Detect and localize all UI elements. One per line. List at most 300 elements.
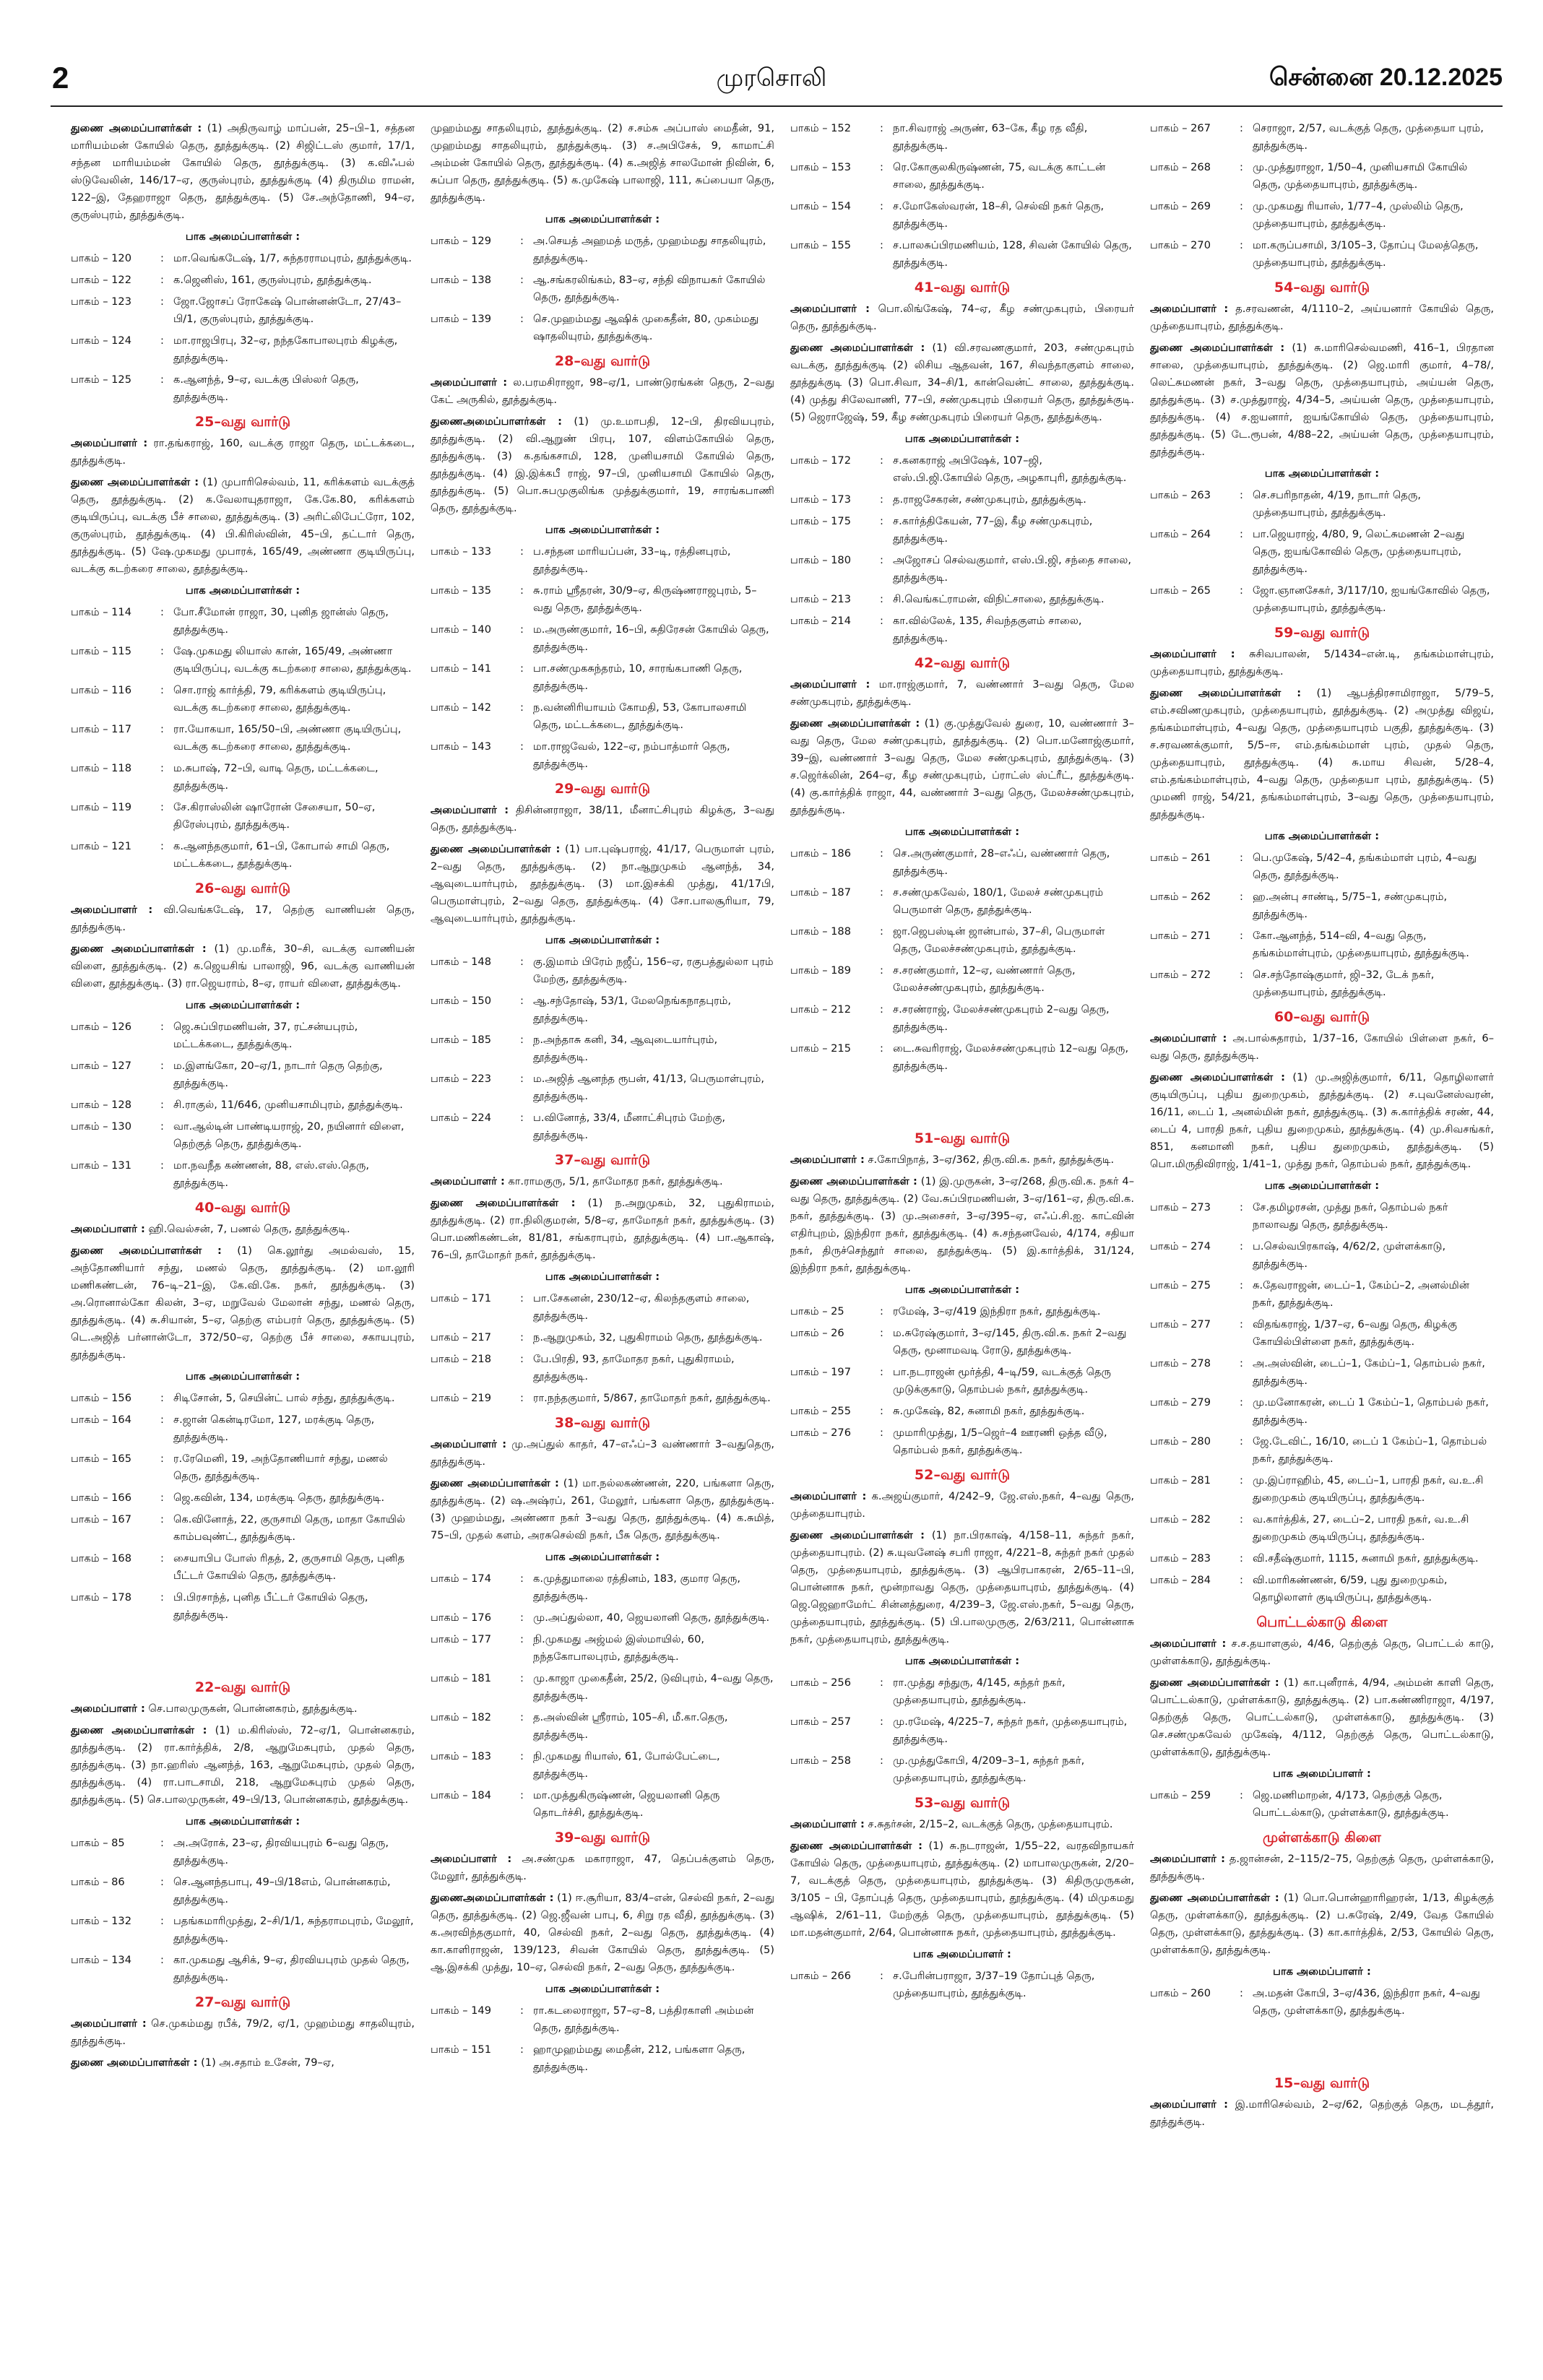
booth-number: பாகம் – 172 — [790, 454, 851, 467]
booth-entry — [431, 699, 774, 734]
booth-number: பாகம் – 218 — [431, 1353, 491, 1365]
booth-entry — [71, 1411, 415, 1446]
booth-number: பாகம் – 284 — [1150, 1574, 1211, 1586]
listing-text: (1) மு.அஜித்குமார், 6/11, தொழிலாளர் குடியிருப்பு, புதிய துறைமுகம், தூத்துக்குடி. (2) ச.புவனேஸ்வரன், 16/11, டைப் 1, அனல்மின் நகர், தூத்துக்குடி. (3) சு.கார்த்திக் சரண், 44, டைப் 4, பாரதி நகர், புதிய துறைமுகம், தூத்துக்குடி. (4) மு.சிவசங்கர், 851, கனமானி நகர், புதிய துறைமுகம், தூத்துக்குடி. (5) பொ.மிருதிவிராஜ், 1/41–1, முத்து நகர், தொம்பல் நகர், தூத்துக்குடி. — [1150, 1071, 1494, 1170]
booth-number: பாகம் – 138 — [431, 274, 491, 286]
colon-separator: : — [520, 584, 524, 597]
colon-separator: : — [880, 1676, 883, 1689]
colon-separator: : — [520, 662, 524, 675]
booth-number: பாகம் – 213 — [790, 593, 851, 605]
listing-paragraph — [71, 1700, 415, 1718]
booth-entry — [431, 1390, 774, 1407]
colon-separator: : — [160, 684, 164, 696]
role-label: அமைப்பாளர் : — [431, 804, 509, 816]
booth-entry — [1150, 1985, 1494, 2020]
booth-entry — [1150, 487, 1494, 522]
header-rule — [51, 105, 1503, 107]
booth-number: பாகம் – 126 — [71, 1021, 131, 1033]
booth-person: நா.சிவராஜ் அருண், 63–கே, கீழ ரத வீதி, தூத்துக்குடி. — [893, 122, 1088, 152]
listing-paragraph — [431, 802, 774, 836]
ward-heading: 38–வது வார்டு — [554, 1415, 651, 1431]
colon-separator: : — [160, 1876, 164, 1888]
colon-separator: : — [1240, 852, 1243, 864]
booth-person: த.ராஜசேகரன், சண்முகபுரம், தூத்துக்குடி. — [893, 493, 1086, 506]
listing-paragraph — [71, 940, 415, 992]
colon-separator: : — [160, 1392, 164, 1404]
booth-entry — [790, 923, 1134, 958]
booth-number: பாகம் – 265 — [1150, 584, 1211, 597]
listing-text: (1) மு.மரீக், 30–சி, வடக்கு வாணியன் விளை, தூத்துக்குடி. (2) க.ஜெயசிங் பாலாஜி, 96, வடக்கு வாணியன் விளை, தூத்துக்குடி. (3) ரா.ஜெயராம், 8–ஏ, ராயர் விளை, தூத்துக்குடி. — [71, 943, 415, 990]
booth-number: பாகம் – 123 — [71, 295, 131, 308]
booth-number: பாகம் – 188 — [790, 925, 851, 938]
booth-person: ஹாமுஹம்மது மைதீன், 212, பங்களா தெரு, தூத்துக்குடி. — [533, 2043, 745, 2073]
booth-person: அஜோசப் செல்வகுமார், எஸ்.பி.ஜி, சந்தை சாலை, தூத்துக்குடி. — [893, 554, 1132, 584]
listing-paragraph — [1150, 1674, 1494, 1761]
ward-heading: 60–வது வார்டு — [1274, 1009, 1370, 1025]
booth-number: பாகம் – 167 — [71, 1513, 131, 1526]
colon-separator: : — [880, 554, 883, 566]
colon-separator: : — [880, 925, 883, 938]
booth-entry — [71, 1952, 415, 1986]
colon-separator: : — [1240, 528, 1243, 540]
colon-separator: : — [520, 623, 524, 636]
booth-entry — [1150, 1572, 1494, 1606]
booth-number: பாகம் – 142 — [431, 701, 491, 714]
colon-separator: : — [520, 1392, 524, 1404]
booth-number: பாகம் – 140 — [431, 623, 491, 636]
booth-entry — [431, 1290, 774, 1325]
ward-heading: 52–வது வார்டு — [914, 1467, 1011, 1483]
listing-paragraph — [431, 1851, 774, 1885]
listing-text: ச.சுதர்சன், 2/15–2, வடக்குத் தெரு, முத்தையாபுரம். — [868, 1818, 1113, 1830]
colon-separator: : — [520, 313, 524, 325]
listing-text: த.ஜான்சன், 2–115/2–75, தெற்குத் தெரு, முள்ளக்காடு, தூத்துக்குடி. — [1150, 1853, 1494, 1882]
booth-person: ம.சுரேஷ்குமார், 3–ஏ/145, திரு.வி.க. நகர் 2–வது தெரு, மூனாமவடி ரோடு, தூத்துக்குடி. — [893, 1327, 1127, 1356]
booth-number: பாகம் – 143 — [431, 740, 491, 753]
booth-entry — [431, 1609, 774, 1627]
booth-person: முமாரிமுத்து, 1/5–ஜெர்–4 ஊரணி ஒத்த வீடு, தொம்பல் நகர், தூத்துக்குடி. — [893, 1427, 1107, 1456]
booth-person: ஹ.அன்பு சாண்டி, 5/75–1, சண்முகபுரம், தூத்துக்குடி. — [1253, 891, 1448, 920]
booth-entry — [1150, 198, 1494, 233]
booth-person: ஜே.டேவிட், 16/10, டைப் 1 கேம்ப்–1, தொம்பல் நகர், தூத்துக்குடி. — [1253, 1435, 1487, 1465]
listing-text: (1) முபாரிசெல்வம், 11, கரிக்களம் வடக்குத் தெரு, தூத்துக்குடி. (2) க.வேலாயுதராஜா, கே.கே.80, கரிக்களம் குடியிருப்பு, வடக்கு பீச் சாலை, தூத்துக்குடி. (3) அரிட்லிபேட்ரோ, 102, குருஸ்புரம், தூத்துக்குடி. (4) பி.கிரிஸ்வின், 45–பி, தட்டார் தெரு, தூத்துக்குடி. (5) ஷே.முகமது முபாரக், 165/49, அண்ணா குடியிருப்பு, வடக்கு கடற்கரை சாலை, தூத்துக்குடி. — [71, 476, 415, 575]
booth-person: சு.ராம் ஸ்ரீதரன், 30/9–ஏ, கிருஷ்ணராஜபுரம், 5–வது தெரு, தூத்துக்குடி. — [533, 584, 757, 614]
colon-separator: : — [520, 235, 524, 247]
ward-heading: 22–வது வார்டு — [194, 1679, 291, 1695]
section-subheading: பாக அமைப்பாளர்கள் : — [185, 1815, 301, 1827]
role-label: துணை அமைப்பாளர்கள் : — [71, 476, 199, 488]
listing-text: முஹம்மது சாதலியுரம், தூத்துக்குடி. (2) ச.சம்சு அப்பாஸ் மைதீன், 91, முஹம்மது சாதலியுரம், தூத்துக்குடி. (3) ச.அபிசேக், 9, காமாட்சி அம்மன் கோயில் தெரு, தூத்துக்குடி. (4) க.அஜித் சாலமோன் நிவின், 6, சுப்பா தெரு, தூத்துக்குடி. (5) க.முகேஷ் பாலாஜி, 111, சுப்பையா தெரு, தூத்துக்குடி. — [431, 122, 774, 204]
booth-number: பாகம் – 154 — [790, 200, 851, 212]
role-label: துணை அமைப்பாளர்கள் : — [71, 943, 207, 955]
booth-entry — [1150, 1316, 1494, 1351]
booth-number: பாகம் – 168 — [71, 1552, 131, 1565]
listing-paragraph — [790, 339, 1134, 426]
booth-number: பாகம் – 257 — [790, 1715, 851, 1728]
booth-number: பாகம் – 166 — [71, 1492, 131, 1504]
spacer — [71, 1628, 415, 1671]
booth-entry — [1150, 582, 1494, 617]
colon-separator: : — [880, 1042, 883, 1055]
listing-text: (1) அ.சதாம் உசேன், 79–ஏ, — [201, 2056, 334, 2069]
colon-separator: : — [1240, 239, 1243, 251]
listing-text: பொ.லிங்கேஷ், 74–ஏ, கீழ சண்முகபுரம், பிரையர் தெரு, தூத்துக்குடி. — [790, 303, 1134, 332]
booth-number: பாகம் – 214 — [790, 615, 851, 627]
colon-separator: : — [1240, 1357, 1243, 1369]
booth-person: செ.ஆனந்தபாபு, 49–பி/18எம், பொன்னகரம், தூத்துக்குடி. — [173, 1876, 391, 1905]
listing-text: ச.ச.தயாளகுல், 4/46, தெற்குத் தெரு, பொட்டல் காடு, முள்ளக்காடு, தூத்துக்குடி. — [1150, 1637, 1494, 1667]
colon-separator: : — [520, 701, 524, 714]
booth-number: பாகம் – 274 — [1150, 1240, 1211, 1252]
listing-text: கா.ராமகுரு, 5/1, தாமோதர நகர், தூத்துக்குடி. — [508, 1175, 723, 1187]
booth-entry — [431, 660, 774, 695]
role-label: துணை அமைப்பாளர்கள் : — [790, 1529, 925, 1541]
role-label: அமைப்பாளர் : — [71, 1702, 145, 1715]
booth-entry — [71, 1450, 415, 1485]
booth-person: கோ.ஆனந்த், 514–வி, 4–வது தெரு, தங்கம்மாள்புரம், முத்தையாபுரம், தூத்துக்குடி. — [1253, 930, 1469, 959]
booth-entry — [1150, 888, 1494, 923]
colon-separator: : — [880, 161, 883, 173]
colon-separator: : — [1240, 1396, 1243, 1408]
listing-paragraph — [1150, 1635, 1494, 1670]
booth-number: பாகம் – 258 — [790, 1754, 851, 1767]
booth-entry — [431, 2041, 774, 2076]
booth-entry — [71, 721, 415, 756]
colon-separator: : — [520, 1711, 524, 1723]
section-subheading: பாக அமைப்பாளர்கள் : — [904, 433, 1020, 445]
colon-separator: : — [1240, 969, 1243, 981]
colon-separator: : — [520, 1073, 524, 1085]
section-subheading: பாக அமைப்பாளர்கள் : — [545, 1271, 660, 1283]
booth-entry — [71, 1390, 415, 1407]
colon-separator: : — [520, 1034, 524, 1046]
colon-separator: : — [160, 840, 164, 852]
colon-separator: : — [1240, 1279, 1243, 1291]
section-subheading: பாக அமைப்பாளர்கள் : — [904, 826, 1020, 838]
colon-separator: : — [1240, 1552, 1243, 1565]
booth-number: பாகம் – 183 — [431, 1750, 491, 1762]
listing-paragraph — [71, 435, 415, 469]
booth-number: பாகம் – 151 — [431, 2043, 491, 2056]
booth-entry — [71, 272, 415, 289]
section-subheading: பாக அமைப்பாளர்கள் : — [185, 1370, 301, 1382]
booth-number: பாகம் – 165 — [71, 1453, 131, 1465]
booth-entry — [431, 311, 774, 345]
booth-number: பாகம் – 182 — [431, 1711, 491, 1723]
booth-entry — [431, 1631, 774, 1666]
booth-entry — [431, 543, 774, 578]
booth-person: ப.செல்வபிரகாஷ், 4/62/2, முள்ளக்காடு, தூத்துக்குடி. — [1253, 1240, 1446, 1270]
section-subheading: பாக அமைப்பாளர்கள் : — [185, 230, 301, 243]
role-label: துணை அமைப்பாளர்கள் : — [431, 843, 561, 855]
booth-person: க.ஜெனிஸ், 161, குருஸ்புரம், தூத்துக்குடி. — [173, 274, 372, 286]
booth-entry — [431, 953, 774, 988]
colon-separator: : — [160, 1837, 164, 1849]
role-label: துணை அமைப்பாளர்கள் : — [790, 1175, 917, 1187]
booth-person: விதங்கராஜ், 1/37–ஏ, 6–வது தெரு, கிழக்கு கோயில்பிள்ளை நகர், தூத்துக்குடி. — [1253, 1318, 1457, 1348]
booth-number: பாகம் – 150 — [431, 995, 491, 1007]
ward-heading: 53–வது வார்டு — [914, 1795, 1011, 1811]
booth-entry — [1150, 120, 1494, 155]
booth-number: பாகம் – 133 — [431, 545, 491, 558]
colon-separator: : — [520, 1611, 524, 1624]
booth-person: ரா.கடலைராஜா, 57–ஏ–8, பத்திரகாளி அம்மன் தெரு, தூத்துக்குடி. — [533, 2004, 754, 2034]
colon-separator: : — [160, 252, 164, 264]
booth-entry — [71, 332, 415, 367]
listing-paragraph — [71, 1242, 415, 1364]
booth-person: ரா.யோகயா, 165/50–பி, அண்ணா குடியிருப்பு, வடக்கு கடற்கரை சாலை, தூத்துக்குடி. — [173, 723, 402, 753]
role-label: அமைப்பாளர் : — [1150, 2098, 1228, 2111]
booth-person: பா.ஜெயராஜ், 4/80, 9, லெட்சுமணன் 2–வது தெரு, ஐயங்கோவில் தெரு, முத்தையாபுரம், தூத்துக்குடி. — [1253, 528, 1465, 575]
booth-entry — [431, 1670, 774, 1705]
booth-number: பாகம் – 271 — [1150, 930, 1211, 942]
booth-person: சையாபிப போஸ் ரிதத், 2, குருசாமி தெரு, புனித பீட்டர் கோயில் தெரு, தூத்துக்குடி. — [173, 1552, 405, 1582]
listing-paragraph — [1150, 646, 1494, 680]
listing-paragraph — [790, 1527, 1134, 1648]
booth-entry — [790, 1968, 1134, 2002]
booth-number: பாகம் – 282 — [1150, 1513, 1211, 1526]
colon-separator: : — [160, 295, 164, 308]
booth-entry — [790, 1364, 1134, 1398]
role-label: துணை அமைப்பாளர்கள் : — [790, 1840, 923, 1852]
booth-number: பாகம் – 115 — [71, 645, 131, 657]
booth-person: ச.பேரின்பராஜா, 3/37–19 தோப்புத் தெரு, முத்தையாபுரம், தூத்துக்குடி. — [893, 1970, 1095, 1999]
booth-person: மா.ராஜபிரபு, 32–ஏ, நந்தகோபாலபுரம் கிழக்கு, தூத்துக்குடி. — [173, 334, 398, 364]
booth-entry — [431, 1351, 774, 1385]
booth-person: ஜெ.சுப்பிரமணியன், 37, ரட்சன்யபுரம், மட்டக்கடை, தூத்துக்குடி. — [173, 1021, 358, 1050]
edition-date: சென்னை 20.12.2025 — [1268, 64, 1503, 91]
booth-person: மு.முத்துராஜா, 1/50–4, முனியசாமி கோயில் தெரு, முத்தையாபுரம், தூத்துக்குடி. — [1253, 161, 1468, 191]
role-label: துணை அமைப்பாளர்கள் : — [71, 2056, 198, 2069]
colon-separator: : — [880, 1970, 883, 1982]
booth-number: பாகம் – 171 — [431, 1292, 491, 1304]
booth-person: பா.நடராஜன் மூர்த்தி, 4–டி/59, வடக்குத் தெரு முடுக்குகாடு, தொம்பல் நகர், தூத்துக்குடி. — [893, 1366, 1112, 1395]
booth-person: அ.மதன் கோபி, 3–ஏ/436, இந்திரா நகர், 4–வது தெரு, முள்ளக்காடு, தூத்துக்குடி. — [1253, 1987, 1480, 2017]
role-label: அமைப்பாளர் : — [1150, 648, 1235, 660]
booth-number: பாகம் – 269 — [1150, 200, 1211, 212]
role-label: துணைஅமைப்பாளர்கள் : — [431, 415, 563, 428]
role-label: அமைப்பாளர் : — [71, 2017, 147, 2030]
booth-person: சொ.ராஜ் கார்த்தி, 79, கரிக்களம் குடியிருப்பு, வடக்கு கடற்கரை சாலை, தூத்துக்குடி. — [173, 684, 386, 714]
booth-person: செ.முஹம்மது ஆஷிக் முகைதீன், 80, முகம்மது ஷாதலியுரம், தூத்துக்குடி. — [533, 313, 759, 342]
section-subheading: பாக அமைப்பாளர்கள் : — [1264, 830, 1380, 842]
listing-text: செ.பாலமுருகன், பொன்னகரம், தூத்துக்குடி. — [148, 1702, 358, 1715]
booth-person: ச.மோகேஸ்வரன், 18–சி, செல்வி நகர் தெரு, தூத்துக்குடி. — [893, 200, 1105, 230]
booth-person: ரா.முத்து சந்துரு, 4/145, சுந்தர் நகர், முத்தையாபுரம், தூத்துக்குடி. — [893, 1676, 1066, 1706]
booth-person: போ.சீமோன் ராஜா, 30, புனித ஜான்ஸ் தெரு, தூத்துக்குடி. — [173, 606, 389, 636]
colon-separator: : — [880, 1427, 883, 1439]
booth-entry — [71, 1550, 415, 1585]
colon-separator: : — [880, 493, 883, 506]
booth-person: சு.தேவராஜன், டைப்–1, கேம்ப்–2, அனல்மின் நகர், தூத்துக்குடி. — [1253, 1279, 1470, 1309]
booth-person: ந.அந்தாசு கனி, 34, ஆவுடையார்புரம், தூத்துக்குடி. — [533, 1034, 718, 1063]
booth-number: பாகம் – 131 — [71, 1159, 131, 1172]
booth-entry — [790, 1325, 1134, 1359]
listing-text: வி.வெங்கடேஷ், 17, தெற்கு வாணியன் தெரு, தூத்துக்குடி. — [71, 904, 415, 933]
booth-person: ரா.நந்தகுமார், 5/867, தாமோதர் நகர், தூத்துக்குடி. — [533, 1392, 771, 1404]
booth-entry — [1150, 1433, 1494, 1468]
booth-person: சி.ராகுல், 11/646, முனியசாமிபுரம், தூத்துக்குடி. — [173, 1099, 403, 1111]
booth-number: பாகம் – 280 — [1150, 1435, 1211, 1448]
booth-entry — [790, 452, 1134, 487]
booth-entry — [790, 613, 1134, 647]
booth-person: ஜோ.ஜோசப் ரோகேஷ் பொன்னன்டோ, 27/43–பி/1, குருஸ்புரம், தூத்துக்குடி. — [173, 295, 402, 325]
colon-separator: : — [160, 1060, 164, 1072]
listing-paragraph — [790, 1151, 1134, 1169]
section-subheading: பாக அமைப்பாளர்கள் : — [1264, 467, 1380, 480]
booth-entry — [71, 1018, 415, 1053]
booth-number: பாகம் – 128 — [71, 1099, 131, 1111]
booth-number: பாகம் – 262 — [1150, 891, 1211, 903]
listing-paragraph — [790, 1173, 1134, 1277]
listing-text: (1) ம.கிரிஸ்ஸ், 72–ஏ/1, பொன்னகரம், தூத்துக்குடி. (2) ரா.கார்த்திக், 2/8, ஆறுமேசுபுரம், முதல் தெரு, தூத்துக்குடி. (3) நா.ஹரிஸ் ஆனந்த், 163, ஆறுமேசுபுரம், முதல் தெரு, தூத்துக்குடி. (4) ரா.பாடசாமி, 218, ஆறுமேசுபுரம் முதல் தெரு, தூத்துக்குடி. (5) செ.பாலமுருகன், 49–பி/13, பொன்னகரம், தூத்துக்குடி. — [71, 1724, 415, 1806]
listing-text: திசின்னராஜா, 38/11, மீனாட்சிபுரம் கிழக்கு, 3–வது தெரு, தூத்துக்குடி. — [431, 804, 774, 834]
booth-entry — [71, 1489, 415, 1507]
booth-number: பாகம் – 152 — [790, 122, 851, 134]
booth-person: கா.வில்லேக், 135, சிவந்தகுளம் சாலை, தூத்துக்குடி. — [893, 615, 1082, 644]
booth-person: நி.முகமது ரியாஸ், 61, போல்பேட்டை, தூத்துக்குடி. — [533, 1750, 720, 1780]
listing-text: சுசிவபாலன், 5/1434–என்.டி, தங்கம்மாள்புரம், முத்தையாபுரம், தூத்துக்குடி. — [1150, 648, 1494, 678]
listing-paragraph — [431, 1475, 774, 1544]
booth-number: பாகம் – 212 — [790, 1003, 851, 1016]
booth-entry — [431, 1070, 774, 1105]
colon-separator: : — [160, 334, 164, 347]
booth-person: மு.இப்ராஹிம், 45, டைப்–1, பாரதி நகர், வ.உ.சி துறைமுகம் குடியிருப்பு, தூத்துக்குடி. — [1253, 1474, 1484, 1504]
colon-separator: : — [160, 1414, 164, 1426]
role-label: துணை அமைப்பாளர்கள் : — [431, 1477, 559, 1489]
section-subheading: பாக அமைப்பாளர்கள் : — [185, 999, 301, 1011]
role-label: துணை அமைப்பாளர்கள் : — [71, 122, 202, 134]
colon-separator: : — [160, 1120, 164, 1133]
booth-number: பாகம் – 125 — [71, 373, 131, 386]
listing-paragraph — [431, 1890, 774, 1976]
booth-number: பாகம் – 155 — [790, 239, 851, 251]
booth-entry — [431, 1109, 774, 1144]
booth-person: மா.கருப்பசாமி, 3/105–3, தோப்பு மேலத்தெரு, முத்தையாபுரம், தூத்துக்குடி. — [1253, 239, 1479, 269]
booth-person: மு.ரமேஷ், 4/225–7, சுந்தர் நகர், முத்தையாபுரம், தூத்துக்குடி. — [893, 1715, 1128, 1745]
listing-paragraph — [790, 1488, 1134, 1523]
booth-entry — [790, 1303, 1134, 1320]
booth-number: பாகம் – 263 — [1150, 489, 1211, 501]
booth-entry — [431, 582, 774, 617]
booth-number: பாகம் – 281 — [1150, 1474, 1211, 1487]
section-subheading: பாக அமைப்பாளர்கள் : — [545, 213, 660, 225]
booth-entry — [790, 1424, 1134, 1459]
booth-entry — [71, 1874, 415, 1908]
colon-separator: : — [1240, 1318, 1243, 1330]
booth-person: டை.சுவரிராஜ், மேலச்சண்முகபுரம் 12–வது தெரு, தூத்துக்குடி. — [893, 1042, 1129, 1072]
booth-entry — [790, 1752, 1134, 1787]
section-subheading: பாக அமைப்பாளர்கள் : — [545, 934, 660, 946]
section-subheading: பாக அமைப்பாளர் : — [1273, 1767, 1371, 1780]
colon-separator: : — [880, 122, 883, 134]
booth-person: கு.இமாம் பிரேம் நஜீப், 156–ஏ, ரகுபத்துல்லா புரம் மேற்கு, தூத்துக்குடி. — [533, 956, 774, 985]
colon-separator: : — [1240, 584, 1243, 597]
booth-person: வ.கார்த்திக், 27, டைப்–2, பாரதி நகர், வ.உ.சி துறைமுகம் குடியிருப்பு, தூத்துக்குடி. — [1253, 1513, 1469, 1543]
booth-number: பாகம் – 127 — [71, 1060, 131, 1072]
masthead — [0, 0, 1543, 95]
booth-person: ம.சுபாஷ், 72–பி, வாடி தெரு, மட்டக்கடை, தூத்துக்குடி. — [173, 762, 379, 792]
listing-text: க.அஜய்குமார், 4/242–9, ஜே.எஸ்.நகர், 4–வது தெரு, முத்தையாபுரம். — [790, 1490, 1134, 1520]
colon-separator: : — [1240, 1435, 1243, 1448]
listing-text: (1) பா.புஷ்பராஜ், 41/17, பெருமாள் புரம், 2–வது தெரு, தூத்துக்குடி. (2) நா.ஆறுமுகம் ஆனந்த், 34, ஆவுடையார்புரம், தூத்துக்குடி. (3) மா.இசக்கி முத்து, 41/17பி, பெருமாள்புரம், 2–வது தெரு, தூத்துக்குடி. (4) சோ.பாலசூரியா, 79, ஆவுடையார்புரம், தூத்துக்குடி. — [431, 843, 774, 925]
role-label: துணை அமைப்பாளர்கள் : — [790, 717, 920, 730]
booth-person: சே.தமிழரசன், முத்து நகர், தொம்பல் நகர் நாலாவது தெரு, தூத்துக்குடி. — [1253, 1201, 1448, 1231]
booth-entry — [790, 591, 1134, 608]
booth-entry — [790, 159, 1134, 194]
booth-entry — [71, 604, 415, 639]
booth-entry — [790, 962, 1134, 997]
listing-text: (1) ஈ.சூரியா, 83/4–என், செல்வி நகர், 2–வது தெரு, தூத்துக்குடி. (2) ஜெ.ஜீவன் பாபு, 6, சிறு ரத வீதி, தூத்துக்குடி. (3) க.அரவிந்தகுமார், 40, செல்வி நகர், 2–வது தெரு, தூத்துக்குடி. (4) கா.காளிராஜன், 139/123, சிவன் கோயில் தெரு, தூத்துக்குடி. (5) ஆ.இசக்கி முத்து, 10–ஏ, செல்வி நகர், 2–வது தெரு, தூத்துக்குடி. — [431, 1892, 774, 1973]
colon-separator: : — [520, 1572, 524, 1585]
ward-heading: 42–வது வார்டு — [914, 655, 1011, 671]
colon-separator: : — [1240, 1574, 1243, 1586]
booth-entry — [1150, 1355, 1494, 1390]
booth-person: மா.ராஜவேல், 122–ஏ, நம்பாத்மார் தெரு, தூத்துக்குடி. — [533, 740, 730, 770]
booth-number: பாகம் – 279 — [1150, 1396, 1211, 1408]
role-label: துணை அமைப்பாளர்கள் : — [1150, 1071, 1285, 1083]
colon-separator: : — [880, 1327, 883, 1339]
column-4 — [1150, 120, 1494, 2373]
booth-entry — [1150, 1199, 1494, 1234]
listing-text: த.சரவணன், 4/1110–2, அய்யனார் கோயில் தெரு, முத்தையாபுரம், தூத்துக்குடி. — [1150, 303, 1494, 332]
listing-text: (1) வி.சரவணகுமார், 203, சண்முகபுரம் வடக்கு, தூத்துக்குடி (2) லிசிய ஆதவன், 167, சிவந்தாகுளம் சாலை, தூத்துக்குடி (3) பொ.சிவா, 34–சி/1, கான்வென்ட் சாலை, தூத்துக்குடி. (4) முத்து சிலேவாணி, 77–பி, சண்முகபுரம் பிரையர் தெரு, தூத்துக்குடி. (5) ஜெராஜேஷ், 59, கீழ சண்முகபுரம் பிரையர் தெரு, தூத்துக்குடி. — [790, 342, 1134, 423]
booth-entry — [790, 1001, 1134, 1036]
booth-person: செ.சபரிநாதன், 4/19, நாடார் தெரு, முத்தையாபுரம், தூத்துக்குடி. — [1253, 489, 1422, 519]
listing-paragraph — [1150, 1030, 1494, 1065]
booth-entry — [790, 237, 1134, 272]
booth-number: பாகம் – 120 — [71, 252, 131, 264]
booth-person: அ.அஸ்வின், டைப்–1, கேம்ப்–1, தொம்பல் நகர், தூத்துக்குடி. — [1253, 1357, 1485, 1387]
booth-entry — [790, 1040, 1134, 1075]
listing-paragraph — [1150, 1890, 1494, 1959]
booth-number: பாகம் – 121 — [71, 840, 131, 852]
role-label: துணை அமைப்பாளர்கள் : — [71, 1245, 222, 1257]
listing-paragraph — [790, 715, 1134, 819]
booth-person: மா.வெங்கடேஷ், 1/7, சுந்தரராமபுரம், தூத்துக்குடி. — [173, 252, 412, 264]
listing-text: அ.பால்சுதாரம், 1/37–16, கோயில் பிள்ளை நகர், 6–வது தெரு, தூத்துக்குடி. — [1150, 1032, 1494, 1062]
colon-separator: : — [880, 1405, 883, 1417]
booth-number: பாகம் – 215 — [790, 1042, 851, 1055]
booth-person: ச.சண்முகவேல், 180/1, மேலச் சண்முகபுரம் பெருமாள் தெரு, தூத்துக்குடி. — [893, 886, 1104, 916]
booth-entry — [1150, 1550, 1494, 1567]
booth-number: பாகம் – 219 — [431, 1392, 491, 1404]
listing-text: ரா.தங்கராஜ், 160, வடக்கு ராஜா தெரு, மட்டக்கடை, தூத்துக்குடி. — [71, 437, 415, 467]
colon-separator: : — [1240, 1987, 1243, 1999]
section-subheading: பாக அமைப்பாளர்கள் : — [545, 524, 660, 536]
booth-number: பாகம் – 149 — [431, 2004, 491, 2017]
booth-person: ம.அருண்குமார், 16–பி, சுதிரேசன் கோயில் தெரு, தூத்துக்குடி. — [533, 623, 769, 653]
booth-person: பா.சண்முகசுந்தரம், 10, சாரங்கபாணி தெரு, தூத்துக்குடி. — [533, 662, 743, 692]
booth-person: சே.கிராஸ்லின் ஷாரோன் சேசையா, 50–ஏ, திரேஸ்புரம், தூத்துக்குடி. — [173, 801, 376, 831]
booth-number: பாகம் – 118 — [71, 762, 131, 774]
role-label: துணை அமைப்பாளர்கள் : — [1150, 1676, 1279, 1689]
colon-separator: : — [160, 1021, 164, 1033]
booth-entry — [71, 838, 415, 873]
ward-heading: 39–வது வார்டு — [554, 1830, 651, 1845]
booth-number: பாகம் – 116 — [71, 684, 131, 696]
booth-person: ஜெ.கவின், 134, மரக்குடி தெரு, தூத்துக்குடி. — [173, 1492, 385, 1504]
booth-entry — [71, 682, 415, 717]
booth-number: பாகம் – 181 — [431, 1672, 491, 1684]
booth-person: ச.சரண்குமார், 12–ஏ, வண்ணார் தெரு, மேலச்சண்முகபுரம், தூத்துக்குடி. — [893, 964, 1076, 994]
booth-number: பாகம் – 185 — [431, 1034, 491, 1046]
booth-person: ஜா.ஜெபஸ்டின் ஜான்பால், 37–சி, பெருமாள் தெரு, மேலச்சண்முகபுரம், தூத்துக்குடி. — [893, 925, 1105, 955]
booth-entry — [1150, 927, 1494, 962]
listing-paragraph — [71, 2015, 415, 2050]
booth-person: ரெ.கோகுலகிருஷ்ணன், 75, வடக்கு காட்டன் சாலை, தூத்துக்குடி. — [893, 161, 1106, 191]
booth-person: செ.சந்தோஷ்குமார், ஜி–32, டேக் நகர், முத்தையாபுரம், தூத்துக்குடி. — [1253, 969, 1435, 998]
